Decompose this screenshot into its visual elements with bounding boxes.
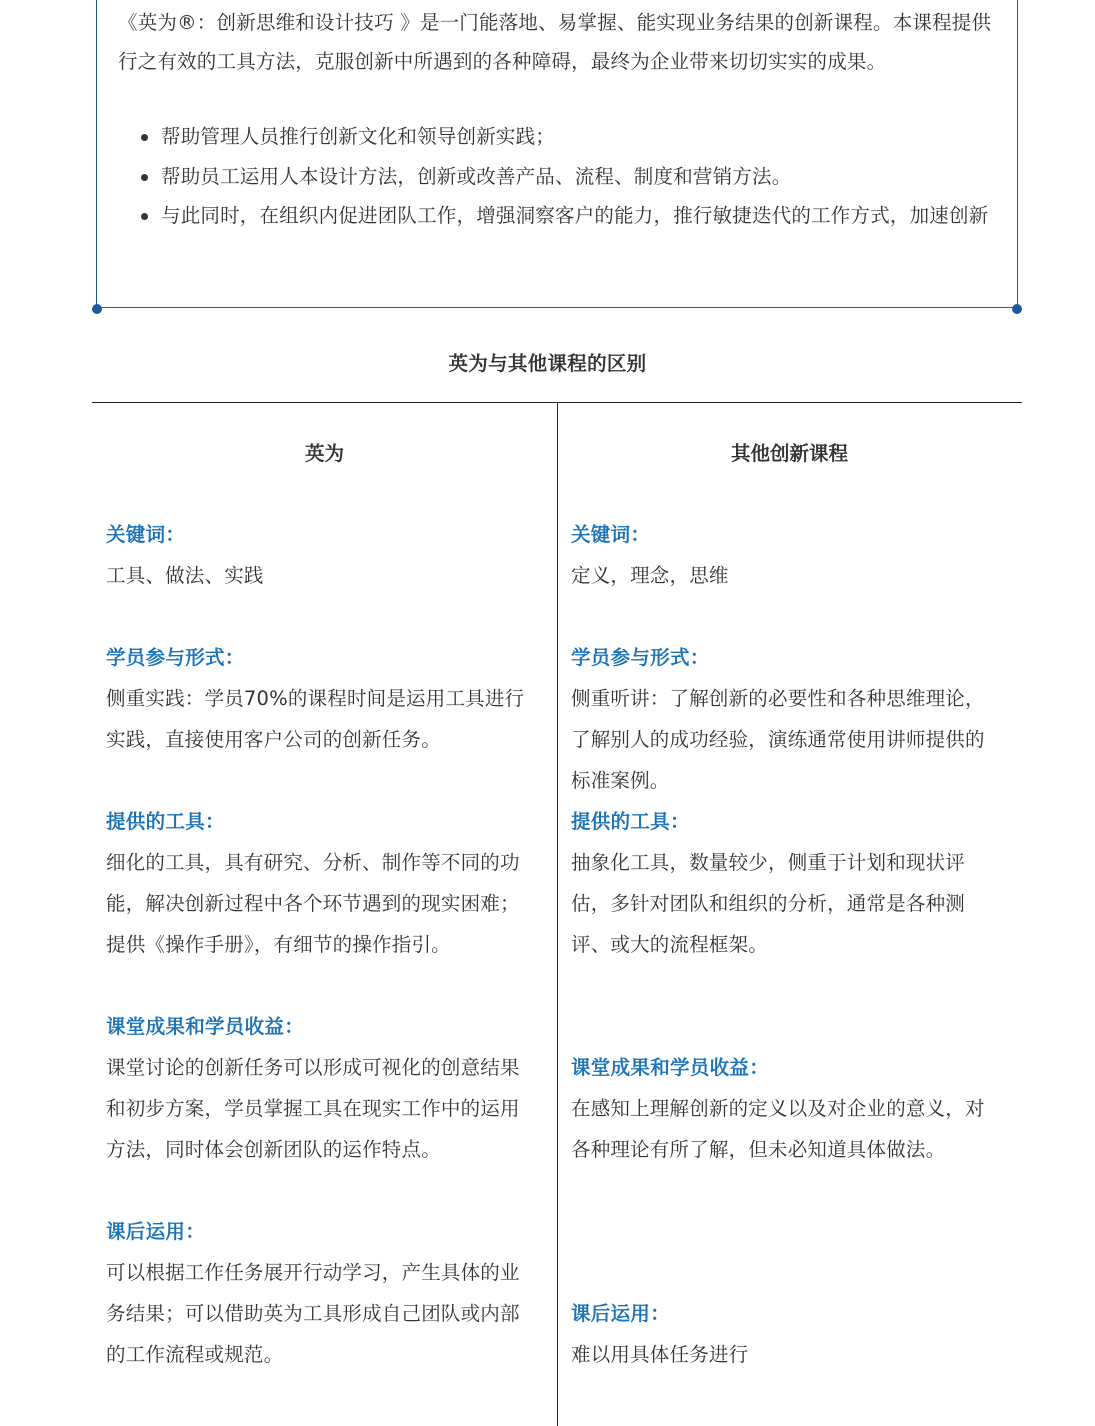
right-outcomes-text: 在感知上理解创新的定义以及对企业的意义，对各种理论有所了解，但未必知道具体做法。 bbox=[571, 1097, 985, 1161]
intro-paragraph: 《英为®：创新思维和设计技巧 》是一门能落地、易掌握、能实现业务结果的创新课程。本课程提供行之有效的工具方法，克服创新中所遇到的各种障碍，最终为企业带来切切实实的成果。 bbox=[118, 11, 992, 73]
left-participation-text: 侧重实践：学员70%的课程时间是运用工具进行实践，直接使用客户公司的创新任务。 bbox=[106, 687, 525, 751]
list-item bbox=[118, 117, 1000, 157]
bullet-text: 帮助员工运用人本设计方法，创新或改善产品、流程、制度和营销方法。 bbox=[161, 164, 792, 188]
left-tools-text: 细化的工具，具有研究、分析、制作等不同的功能，解决创新过程中各个环节遇到的现实困难；提供《操作手册》，有细节的操作指引。 bbox=[106, 851, 520, 956]
list-item bbox=[118, 196, 1000, 236]
bullet-text: 帮助管理人员推行创新文化和领导创新实践； bbox=[161, 125, 556, 148]
left-keywords-text: 工具、做法、实践 bbox=[106, 564, 264, 587]
left-outcomes-text: 课堂讨论的创新任务可以形成可视化的创意结果和初步方案，学员掌握工具在现实工作中的运用方法，同时体会创新团队的运作特点。 bbox=[106, 1056, 520, 1161]
left-keywords-label: 关键词： bbox=[106, 523, 186, 546]
left-tools-label: 提供的工具： bbox=[106, 810, 225, 833]
right-participation-label: 学员参与形式： bbox=[571, 646, 710, 669]
bullet-dot-icon bbox=[141, 213, 148, 220]
frame-corner-dot-left bbox=[92, 304, 102, 314]
left-outcomes-label: 课堂成果和学员收益： bbox=[106, 1015, 305, 1038]
right-tools-text: 抽象化工具，数量较少，侧重于计划和现状评估，多针对团队和组织的分析，通常是各种测评、或大的流程框架。 bbox=[571, 851, 966, 956]
bullet-text: 与此同时，在组织内促进团队工作，增强洞察客户的能力，推行敏捷迭代的工作方式，加速创新 bbox=[161, 204, 989, 227]
left-after-class-label: 课后运用： bbox=[106, 1220, 206, 1243]
left-after-class-text: 可以根据工作任务展开行动学习，产生具体的业务结果；可以借助英为工具形成自己团队或内部的工作流程或规范。 bbox=[106, 1261, 520, 1366]
frame-corner-dot-right bbox=[1012, 304, 1022, 314]
right-after-class-label: 课后运用： bbox=[571, 1302, 671, 1325]
right-after-class-text: 难以用具体任务进行 bbox=[571, 1343, 749, 1366]
bullet-dot-icon bbox=[141, 174, 148, 181]
right-participation-text: 侧重听讲：了解创新的必要性和各种思维理论，了解别人的成功经验，演练通常使用讲师提供的标准案例。 bbox=[571, 687, 985, 792]
left-column-header: 英为 bbox=[304, 442, 344, 465]
right-tools-label: 提供的工具： bbox=[571, 810, 690, 833]
right-keywords-text: 定义，理念，思维 bbox=[571, 564, 729, 587]
intro-bullet-list bbox=[118, 117, 1000, 236]
right-keywords-label: 关键词： bbox=[571, 523, 651, 546]
right-column-header: 其他创新课程 bbox=[730, 442, 848, 465]
comparison-title: 英为与其他课程的区别 bbox=[448, 352, 647, 375]
right-outcomes-label: 课堂成果和学员收益： bbox=[571, 1056, 770, 1079]
left-participation-label: 学员参与形式： bbox=[106, 646, 245, 669]
list-item bbox=[118, 157, 1000, 197]
column-divider bbox=[557, 403, 558, 1426]
bullet-dot-icon bbox=[141, 134, 148, 141]
